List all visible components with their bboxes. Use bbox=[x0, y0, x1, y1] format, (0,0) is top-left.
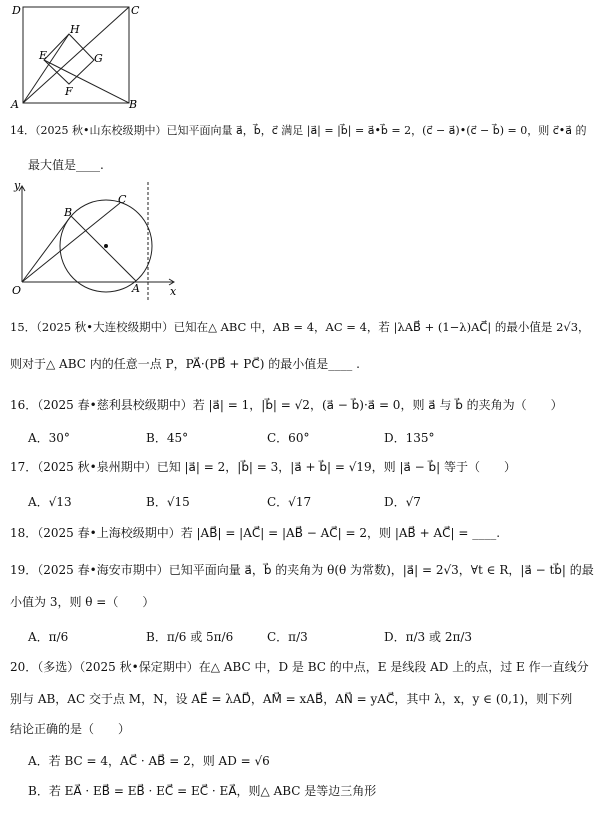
q14-line2: 最大值是____. bbox=[28, 158, 104, 172]
q17-option-c[interactable]: C．√17 bbox=[267, 495, 312, 509]
q19-option-a[interactable]: A．π/6 bbox=[28, 630, 69, 644]
inner-square bbox=[44, 34, 94, 84]
q15-line1: 15．（2025 秋•大连校级期中）已知在△ ABC 中，AB = 4，AC = 4，若 |λAB⃗ + (1−λ)AC⃗| 的最小值是 2√3， bbox=[10, 320, 590, 334]
square-figure bbox=[8, 2, 143, 110]
q19-option-d[interactable]: D．π/3 或 2π/3 bbox=[384, 630, 473, 644]
q17-option-a[interactable]: A．√13 bbox=[28, 495, 72, 509]
q16-stem: 16．（2025 春•慈利县校级期中）若 |a⃗| = 1，|b⃗| = √2，(a⃗ − b⃗)·a⃗ = 0，则 a⃗ 与 b⃗ 的夹角为（ ） bbox=[10, 398, 563, 412]
q15-line2: 则对于△ ABC 内的任意一点 P，PA⃗·(PB⃗ + PC⃗) 的最小值是____ . bbox=[10, 357, 360, 371]
q17-option-b[interactable]: B．√15 bbox=[146, 495, 190, 509]
label-b: B bbox=[129, 98, 138, 110]
label-y: y bbox=[14, 179, 21, 192]
q16-option-a[interactable]: A．30° bbox=[28, 431, 70, 445]
line-be bbox=[44, 60, 129, 103]
q14-line1: 14．（2025 秋•山东校级期中）已知平面向量 a⃗，b⃗，c⃗ 满足 |a⃗| = |b⃗| = a⃗•b⃗ = 2，(c⃗ − a⃗)•(c⃗ − b⃗) = 0，则 c⃗•a⃗ 的 bbox=[10, 124, 587, 137]
line-ah bbox=[23, 34, 69, 103]
q16-option-c[interactable]: C．60° bbox=[267, 431, 310, 445]
label-b: B bbox=[64, 206, 73, 219]
q19-option-c[interactable]: C．π/3 bbox=[267, 630, 308, 644]
q17-option-d[interactable]: D．√7 bbox=[384, 495, 421, 509]
q20-line3: 结论正确的是（ ） bbox=[10, 722, 131, 736]
q20-option-b[interactable]: B．若 EA⃗ · EB⃗ = EB⃗ · EC⃗ = EC⃗ · EA⃗，则△ ABC 是等边三角形 bbox=[28, 784, 377, 798]
label-a: A bbox=[11, 98, 19, 110]
segment-ba bbox=[71, 216, 136, 281]
circle-center bbox=[104, 244, 108, 248]
q20-line1: 20．（多选）（2025 秋•保定期中）在△ ABC 中，D 是 BC 的中点，E 是线段 AD 上的点，过 E 作一直线分 bbox=[10, 660, 589, 674]
q20-line2: 别与 AB，AC 交于点 M，N，设 AE⃗ = λAD⃗，AM⃗ = xAB⃗，AN⃗ = yAC⃗，其中 λ，x，y ∈ (0,1)，则下列 bbox=[10, 692, 573, 706]
label-g: G bbox=[94, 52, 103, 65]
circle-figure bbox=[8, 178, 183, 300]
label-o: O bbox=[12, 284, 22, 297]
label-h: H bbox=[70, 23, 80, 36]
q20-option-a[interactable]: A．若 BC = 4，AC⃗ · AB⃗ = 2，则 AD = √6 bbox=[28, 754, 270, 768]
label-c: C bbox=[118, 193, 127, 206]
q16-option-d[interactable]: D．135° bbox=[384, 431, 435, 445]
q16-option-b[interactable]: B．45° bbox=[146, 431, 189, 445]
label-x: x bbox=[170, 285, 177, 298]
q17-stem: 17．（2025 秋•泉州期中）已知 |a⃗| = 2，|b⃗| = 3，|a⃗ + b⃗| = √19，则 |a⃗ − b⃗| 等于（ ） bbox=[10, 460, 517, 474]
label-a: A bbox=[132, 282, 140, 295]
q18-stem: 18．（2025 春•上海校级期中）若 |AB⃗| = |AC⃗| = |AB⃗ − AC⃗| = 2，则 |AB⃗ + AC⃗| = ____. bbox=[10, 526, 501, 540]
q19-option-b[interactable]: B．π/6 或 5π/6 bbox=[146, 630, 234, 644]
label-d: D bbox=[12, 4, 21, 17]
q19-line2: 小值为 3，则 θ =（ ） bbox=[10, 595, 155, 609]
label-c: C bbox=[131, 4, 140, 17]
q19-line1: 19．（2025 春•海安市期中）已知平面向量 a⃗，b⃗ 的夹角为 θ(θ 为常数)，|a⃗| = 2√3，∀t ∈ R，|a⃗ − tb⃗| 的最 bbox=[10, 563, 594, 577]
label-f: F bbox=[65, 85, 73, 98]
label-e: E bbox=[39, 49, 48, 62]
